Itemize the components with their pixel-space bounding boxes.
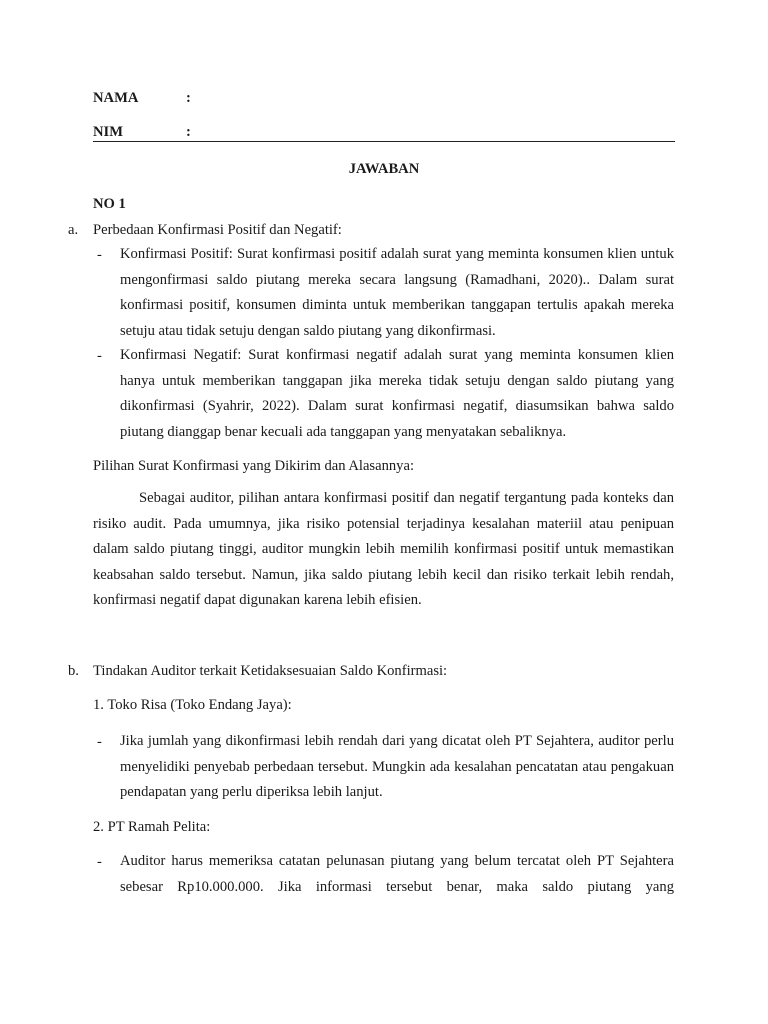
section-number: NO 1 xyxy=(93,196,126,212)
bullet-dash: - xyxy=(97,854,102,870)
list-item-toko-risa: Jika jumlah yang dikonfirmasi lebih rendah dari yang dicatat oleh PT Sejahtera, auditor perlu menyelidiki penyebab perbedaan tersebut. Mungkin ada kesalahan pencatatan atau pengakuan pendapatan yang perlu diperiksa lebih lanjut. xyxy=(120,733,674,800)
part-b-marker: b. xyxy=(68,663,79,679)
bullet-dash: - xyxy=(97,247,102,263)
part-b-heading: Tindakan Auditor terkait Ketidaksesuaian Saldo Konfirmasi: xyxy=(93,663,448,679)
nim-colon: : xyxy=(186,124,191,140)
page-title: JAWABAN xyxy=(348,161,420,177)
nama-label: NAMA xyxy=(93,90,139,106)
nama-colon: : xyxy=(186,90,191,106)
sub2-title: 2. PT Ramah Pelita: xyxy=(93,819,211,835)
header-divider xyxy=(93,141,675,142)
choice-heading: Pilihan Surat Konfirmasi yang Dikirim dan Alasannya: xyxy=(93,458,415,474)
list-item-pt-ramah-pelita: Auditor harus memeriksa catatan pelunasan piutang yang belum tercatat oleh PT Sejahtera sebesar Rp10.000.000. Jika informasi tersebut benar, maka saldo piutang yang xyxy=(120,853,674,895)
part-a-heading: Perbedaan Konfirmasi Positif dan Negatif: xyxy=(93,222,342,238)
list-item-positive-confirmation: Konfirmasi Positif: Surat konfirmasi positif adalah surat yang meminta konsumen klien untuk mengonfirmasi saldo piutang mereka secara langsung (Ramadhani, 2020).. Dalam surat konfirmasi positif, konsumen diminta untuk memberikan tanggapan tertulis apakah mereka setuju atau tidak setuju dengan saldo piutang yang dikonfirmasi. xyxy=(120,246,674,339)
choice-paragraph: Sebagai auditor, pilihan antara konfirmasi positif dan negatif tergantung pada konteks dan risiko audit. Pada umumnya, jika risiko potensial terjadinya kesalahan materiil atau penipuan dalam saldo piutang tinggi, auditor mungkin lebih memilih konfirmasi positif untuk memastikan keabsahan saldo tersebut. Namun, jika saldo piutang lebih kecil dan risiko terkait lebih rendah, konfirmasi negatif dapat digunakan karena lebih efisien. xyxy=(93,490,674,608)
nim-label: NIM xyxy=(93,124,123,140)
sub1-title: 1. Toko Risa (Toko Endang Jaya): xyxy=(93,697,292,713)
part-a-marker: a. xyxy=(68,222,79,238)
bullet-dash: - xyxy=(97,348,102,364)
list-item-negative-confirmation: Konfirmasi Negatif: Surat konfirmasi negatif adalah surat yang meminta konsumen klien hanya untuk memberikan tanggapan jika mereka tidak setuju dengan saldo piutang yang dikonfirmasi (Syahrir, 2022). Dalam surat konfirmasi negatif, diasumsikan bahwa saldo piutang dianggap benar kecuali ada tanggapan yang menyatakan sebaliknya. xyxy=(120,347,674,440)
bullet-dash: - xyxy=(97,734,102,750)
